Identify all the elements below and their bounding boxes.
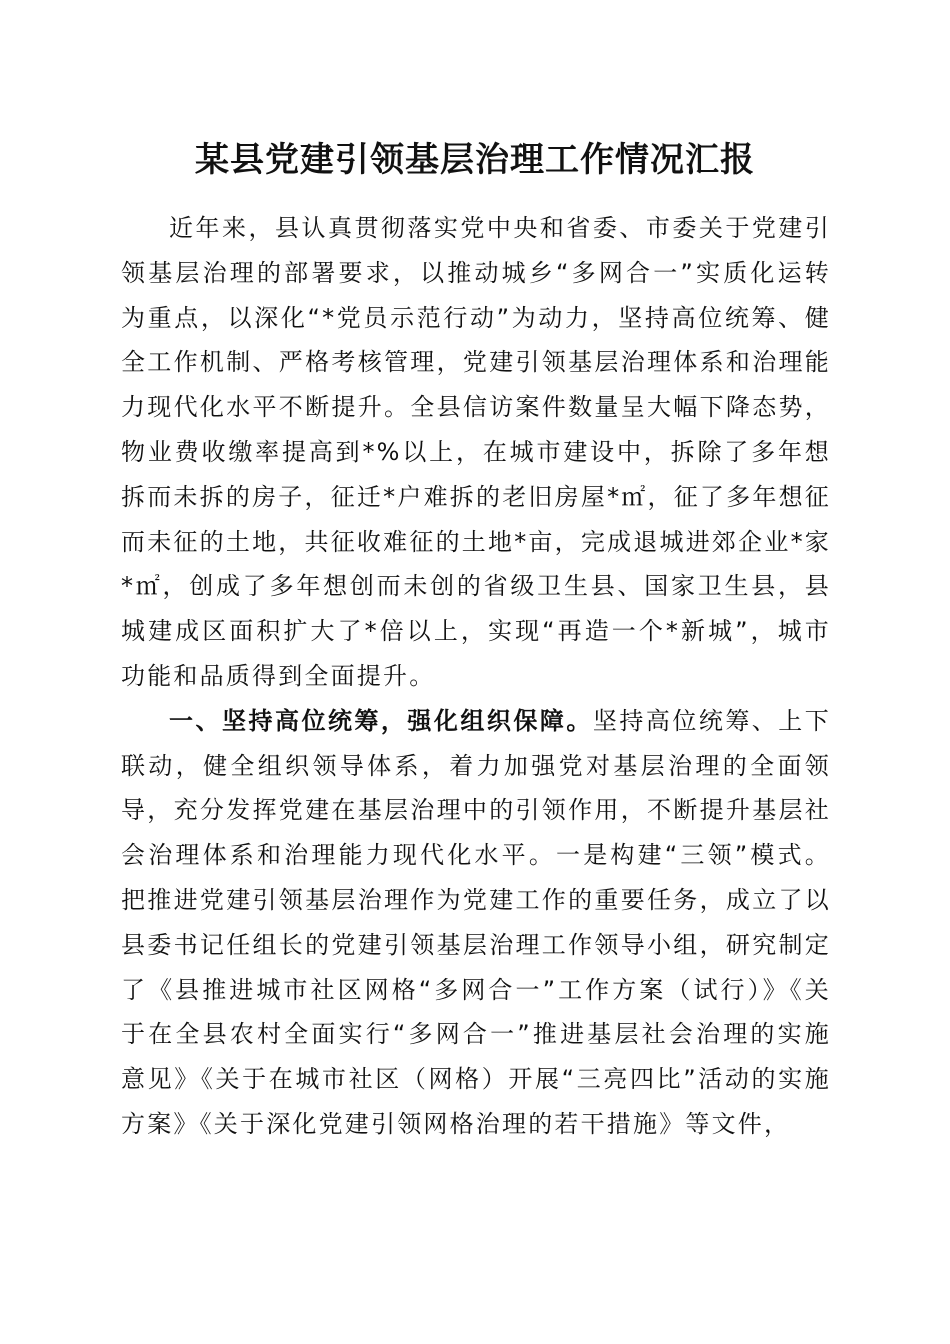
section-one-text: 坚持高位统筹、上下联动，健全组织领导体系，着力加强党对基层治理的全面领导，充分发挥党建在基层治理中的引领作用，不断提升基层社会治理体系和治理能力现代化水平。一是构建“三领”模式。把推进党建引领基层治理作为党建工作的重要任务，成立了以县委书记任组长的党建引领基层治理工作领导小组，研究制定了《县推进城市社区网格“多网合一”工作方案（试行）》《关于在全县农村全面实行“多网合一”推进基层社会治理的实施意见》《关于在城市社区（网格）开展“三亮四比”活动的实施方案》《关于深化党建引领网格治理的若干措施》等文件， — [121, 706, 831, 1138]
document-body — [121, 206, 831, 1147]
intro-paragraph-text: 近年来，县认真贯彻落实党中央和省委、市委关于党建引领基层治理的部署要求，以推动城乡“多网合一”实质化运转为重点，以深化“*党员示范行动”为动力，坚持高位统筹、健全工作机制、严格考核管理，党建引领基层治理体系和治理能力现代化水平不断提升。全县信访案件数量呈大幅下降态势，物业费收缴率提高到*%以上，在城市建设中，拆除了多年想拆而未拆的房子，征迁*户难拆的老旧房屋*㎡，征了多年想征而未征的土地，共征收难征的土地*亩，完成退城进郊企业*家*㎡，创成了多年想创而未创的省级卫生县、国家卫生县，县城建成区面积扩大了*倍以上，实现“再造一个*新城”，城市功能和品质得到全面提升。 — [121, 214, 831, 690]
section-one-paragraph — [121, 699, 831, 1147]
section-one-heading: 一、坚持高位统筹，强化组织保障。 — [169, 706, 593, 735]
intro-paragraph — [121, 206, 831, 699]
document-title: 某县党建引领基层治理工作情况汇报 — [195, 140, 755, 180]
